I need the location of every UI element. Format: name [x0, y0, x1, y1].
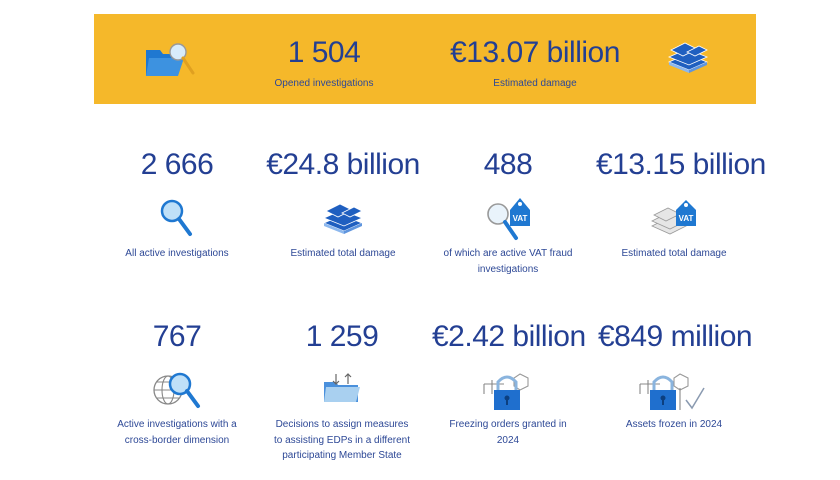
estimated-damage-stat — [440, 36, 630, 92]
freezing-orders-value: €2.42 billion — [432, 320, 586, 353]
assets-frozen-label: Assets frozen in 2024 — [625, 419, 723, 430]
padlock-check-icon — [638, 370, 708, 412]
assets-frozen-stat — [598, 320, 753, 354]
estimated-damage-label: Estimated damage — [493, 78, 577, 89]
vat-money-icon — [650, 196, 700, 240]
vat-magnifier-icon — [484, 194, 532, 242]
magnifier-icon — [158, 198, 194, 238]
cross-border-label: Active investigations with a cross-border dimension — [117, 419, 237, 446]
cross-border-stat — [112, 320, 242, 354]
opened-investigations-stat — [262, 36, 386, 92]
active-investigations-value: 2 666 — [140, 148, 214, 181]
vat-damage-label-box — [604, 246, 744, 262]
decisions-label-box — [274, 417, 410, 464]
folder-transfer-icon — [322, 372, 362, 406]
vat-investigations-label-box — [440, 246, 576, 277]
total-damage-stat — [262, 148, 424, 182]
money-stack-icon — [667, 40, 709, 74]
active-investigations-stat — [112, 148, 242, 182]
decisions-stat — [280, 320, 404, 354]
vat-investigations-value: 488 — [483, 148, 533, 181]
total-damage-label: Estimated total damage — [290, 248, 396, 259]
vat-tag-text: VAT — [512, 214, 528, 223]
money-stack-icon — [322, 200, 364, 236]
vat-damage-value: €13.15 billion — [596, 148, 766, 181]
padlock-icon — [482, 370, 534, 412]
vat-tag-text-2: VAT — [678, 214, 694, 223]
total-damage-value: €24.8 billion — [266, 148, 420, 181]
active-investigations-label-box — [112, 246, 242, 262]
cross-border-label-box — [106, 417, 248, 448]
globe-magnifier-icon — [152, 370, 202, 412]
decisions-value: 1 259 — [305, 320, 379, 353]
active-investigations-label: All active investigations — [125, 248, 229, 259]
freezing-orders-label-box — [440, 417, 576, 448]
assets-frozen-label-box — [604, 417, 744, 433]
vat-damage-stat — [596, 148, 766, 182]
vat-investigations-label: of which are active VAT fraud investigations — [443, 248, 573, 275]
vat-damage-label: Estimated total damage — [621, 248, 727, 259]
freezing-orders-label: Freezing orders granted in 2024 — [449, 419, 567, 446]
decisions-label: Decisions to assign measures to assisting EDPs in a different participating Member State — [274, 419, 410, 461]
opened-investigations-value: 1 504 — [287, 36, 361, 69]
freezing-orders-stat — [432, 320, 584, 354]
assets-frozen-value: €849 million — [598, 320, 753, 353]
estimated-damage-value: €13.07 billion — [450, 36, 620, 69]
vat-investigations-stat — [448, 148, 568, 182]
cross-border-value: 767 — [152, 320, 202, 353]
folder-search-icon — [144, 40, 198, 80]
total-damage-label-box — [272, 246, 414, 262]
opened-investigations-label: Opened investigations — [274, 78, 374, 89]
